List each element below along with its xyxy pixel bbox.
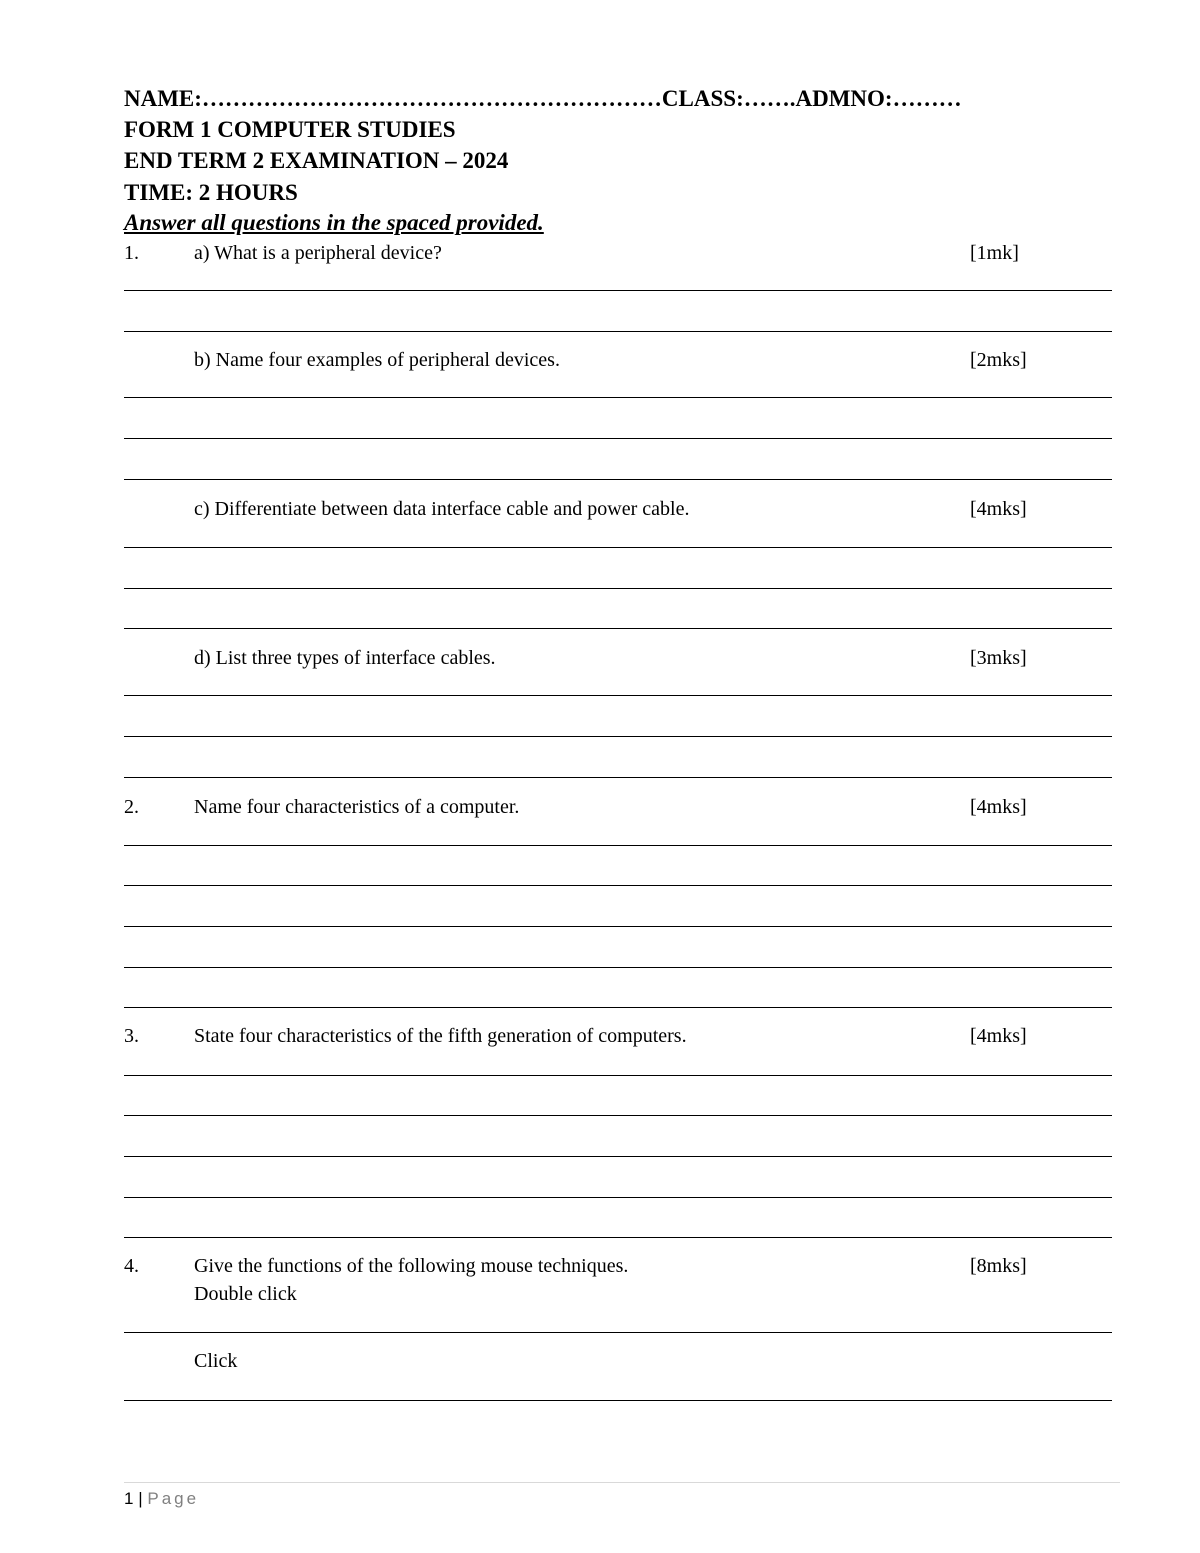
answer-line[interactable] — [124, 1197, 1112, 1198]
page-label: Page — [147, 1489, 200, 1508]
name-class-admno-line: NAME:……………………………………………………CLASS:…….ADMNO:……… — [124, 86, 962, 111]
question-text: c) Differentiate between data interface cable and power cable. — [194, 498, 690, 520]
question-marks: [1mk] — [970, 242, 1019, 264]
instructions: Answer all questions in the spaced provided. — [124, 210, 544, 235]
question-marks: [4mks] — [970, 796, 1027, 818]
question-marks: [2mks] — [970, 349, 1027, 371]
answer-line[interactable] — [124, 777, 1112, 778]
answer-line[interactable] — [124, 695, 1112, 696]
answer-line[interactable] — [124, 885, 1112, 886]
subject-title: FORM 1 COMPUTER STUDIES — [124, 117, 456, 142]
question-text: Give the functions of the following mouse techniques. — [194, 1255, 629, 1277]
answer-line[interactable] — [124, 1332, 1112, 1333]
sub-item-double-click: Double click — [194, 1283, 297, 1305]
answer-line[interactable] — [124, 736, 1112, 737]
question-number: 3. — [124, 1025, 139, 1047]
question-number: 4. — [124, 1255, 139, 1277]
answer-line[interactable] — [124, 438, 1112, 439]
answer-line[interactable] — [124, 331, 1112, 332]
page-separator: | — [138, 1489, 143, 1508]
answer-line[interactable] — [124, 588, 1112, 589]
exam-time: TIME: 2 HOURS — [124, 180, 298, 205]
answer-line[interactable] — [124, 1075, 1112, 1076]
answer-line[interactable] — [124, 845, 1112, 846]
answer-line[interactable] — [124, 397, 1112, 398]
answer-line[interactable] — [124, 967, 1112, 968]
question-marks: [3mks] — [970, 647, 1027, 669]
question-text: Name four characteristics of a computer. — [194, 796, 520, 818]
answer-line[interactable] — [124, 479, 1112, 480]
question-text: d) List three types of interface cables. — [194, 647, 496, 669]
sub-item-click: Click — [194, 1350, 238, 1372]
question-marks: [4mks] — [970, 1025, 1027, 1047]
page-number: 1 — [124, 1489, 134, 1508]
answer-line[interactable] — [124, 1237, 1112, 1238]
answer-line[interactable] — [124, 1115, 1112, 1116]
answer-line[interactable] — [124, 628, 1112, 629]
answer-line[interactable] — [124, 926, 1112, 927]
answer-line[interactable] — [124, 1400, 1112, 1401]
answer-line[interactable] — [124, 290, 1112, 291]
exam-title: END TERM 2 EXAMINATION – 2024 — [124, 148, 509, 173]
question-marks: [4mks] — [970, 498, 1027, 520]
question-number: 1. — [124, 242, 139, 264]
answer-line[interactable] — [124, 1156, 1112, 1157]
page-footer — [124, 1490, 199, 1507]
footer-divider — [124, 1482, 1120, 1483]
question-text: State four characteristics of the fifth generation of computers. — [194, 1025, 687, 1047]
answer-line[interactable] — [124, 1007, 1112, 1008]
question-text: b) Name four examples of peripheral devices. — [194, 349, 560, 371]
answer-line[interactable] — [124, 547, 1112, 548]
question-number: 2. — [124, 796, 139, 818]
question-marks: [8mks] — [970, 1255, 1027, 1277]
question-text: a) What is a peripheral device? — [194, 242, 442, 264]
